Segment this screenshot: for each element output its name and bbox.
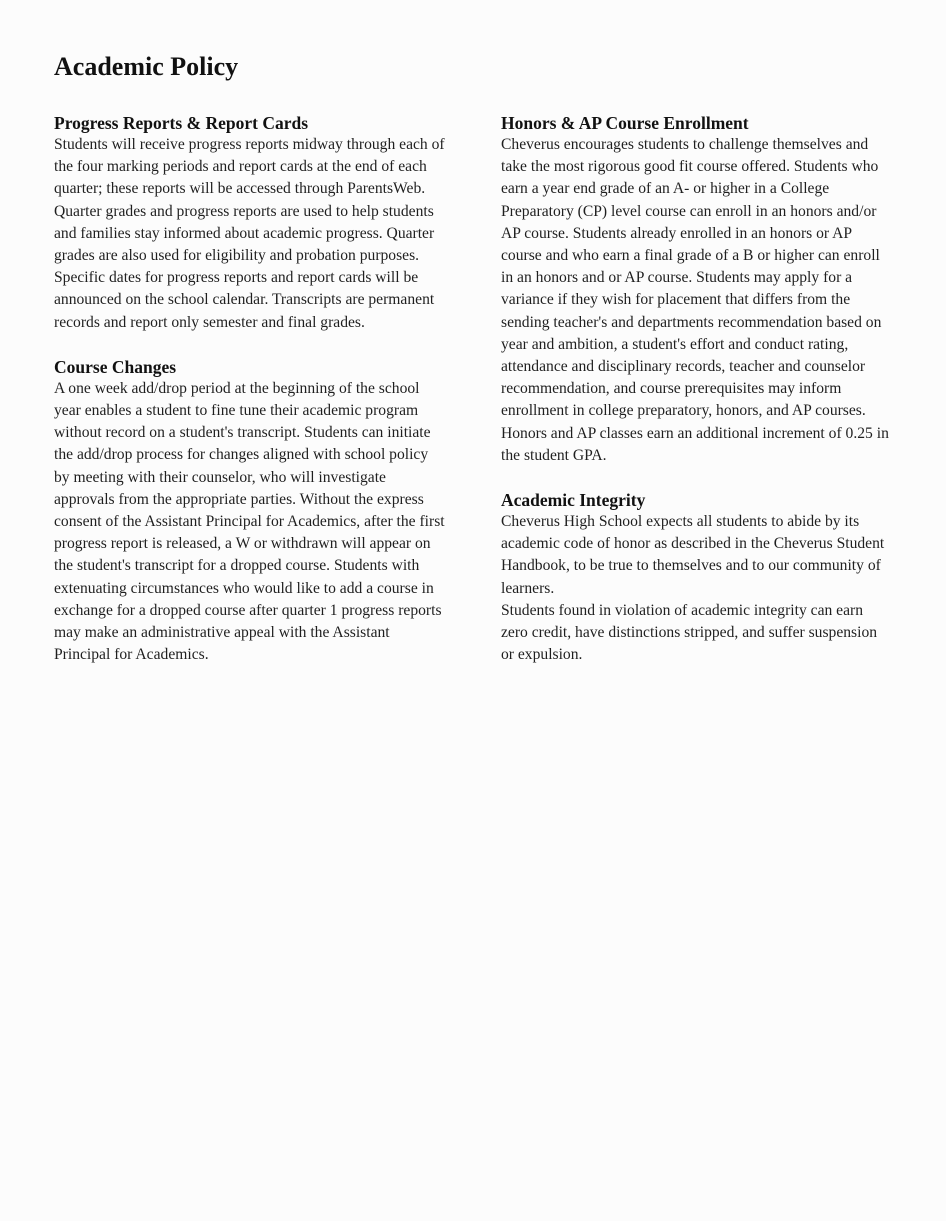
right-column bbox=[501, 112, 893, 688]
section-heading: Course Changes bbox=[54, 356, 177, 377]
section-course-changes bbox=[54, 356, 446, 667]
section-honors-ap bbox=[501, 112, 893, 467]
document-page bbox=[54, 50, 894, 664]
section-heading: Academic Integrity bbox=[501, 490, 646, 511]
paragraph: Cheverus High School expects all students to abide by its academic code of honor as described in the Cheverus Student Handbook, to be true to themselves and to our community of learners. bbox=[501, 513, 885, 597]
paragraph: Specific dates for progress reports and report cards will be announced on the school calendar. Transcripts are permanent records and report only semester and final grades. bbox=[54, 269, 435, 331]
section-progress-reports bbox=[54, 112, 446, 334]
left-column bbox=[54, 112, 446, 688]
page-title: Academic Policy bbox=[54, 52, 239, 81]
section-heading: Progress Reports & Report Cards bbox=[54, 113, 309, 133]
section-academic-integrity bbox=[501, 489, 893, 666]
paragraph: Cheverus encourages students to challenge themselves and take the most rigorous good fit course offered. Students who earn a year end grade of an A- or higher in a College Preparatory (CP) level course can enroll in an honors and/or AP course. Students already enrolled in an honors or AP course and who earn a final grade of a B or higher can enroll in an honors and or AP course. Students may apply for a variance if they wish for placement that differs from the sending teacher's and departments recommendation based on year and ambition, a student's effort and conduct rating, attendance and disciplinary records, teacher and counselor recommendation, and course prerequisites may inform enrollment in college preparatory, honors, and AP courses. Honors and AP classes earn an additional increment of 0.25 in the student GPA. bbox=[501, 136, 889, 464]
paragraph: Students found in violation of academic integrity can earn zero credit, have distinctions stripped, and suffer suspension or expulsion. bbox=[501, 601, 878, 664]
paragraph: A one week add/drop period at the beginning of the school year enables a student to fine tune their academic program without record on a student's transcript. Students can initiate the add/drop process for changes aligned with school policy by meeting with their counselor, who will investigate approvals from the appropriate parties. Without the express consent of the Assistant Principal for Academics, after the first progress report is released, a W or withdrawn will appear on the student's transcript for a dropped course. Students with extenuating circumstances who would like to add a course in exchange for a dropped course after quarter 1 progress reports may make an administrative appeal with the Assistant Principal for Academics. bbox=[54, 379, 445, 664]
paragraph: Students will receive progress reports midway through each of the four marking periods and report cards at the end of each quarter; these reports will be accessed through ParentsWeb. Quarter grades and progress reports are used to help students and families stay informed about academic progress. Quarter grades are also used for eligibility and probation purposes. bbox=[54, 136, 445, 265]
section-heading: Honors & AP Course Enrollment bbox=[501, 113, 749, 133]
